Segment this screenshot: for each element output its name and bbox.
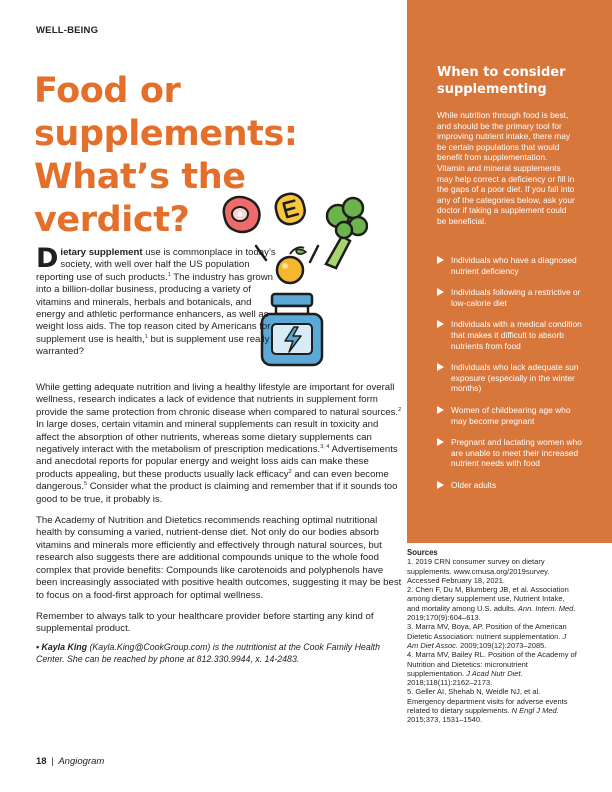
citation: 2 [398,406,402,413]
article-body [36,382,402,665]
list-item-text: Older adults [451,479,497,490]
source-entry [407,687,577,724]
source-entry: 1. 2019 CRN consumer survey on dietary supplements. www.crnusa.org/2019survey. Accessed February 18, 2021. [407,557,550,585]
list-item [437,319,587,351]
sources-section [407,548,577,725]
source-text: 2009;109(12):2073–2085. [457,640,547,650]
list-item-text: Individuals with a medical condition that makes it difficult to absorb nutrients from food [451,319,582,351]
list-item-text: Pregnant and lactating women who are unable to meet their increased nutrient needs with food [451,437,582,469]
source-text: 3. Marra MV, Boya, AP. Position of the American Dietetic Association: nutrient supplementation. [407,622,567,641]
source-text: 2015;373, 1531–1540. [407,715,483,725]
paragraph-text: Consider what the product is claiming and remember that if it sounds too good to be true, it probably is. [36,481,398,505]
orange-fruit-icon [277,247,306,283]
headline-line: verdict? [34,200,190,240]
sidebar-intro: While nutrition through food is best, and should be the primary tool for improving nutrient intake, there may be certain populations that would benefit from supplementation. Vitamin and mineral supplements may help correct a deficiency or fill in the gaps of a poor diet. If you fall into any of the categories below, ask your doctor if taking a supplement could be beneficial. [437,110,575,226]
lead-in: ietary supplement [60,247,143,258]
article-intro [36,243,276,359]
headline-line: What’s the [34,157,246,197]
paragraph-text: use is commonplace in today’s society, with well over half the US population reporting use of such products. [36,247,276,283]
journal-name: Ann. Intern. Med. [517,603,576,613]
list-item [437,480,587,491]
source-text: 2019;170(9):604–613. [407,613,481,623]
triangle-bullet-icon [437,320,444,328]
paragraph-text: but is supplement use really warranted? [36,333,270,358]
magazine-name: Angiogram [58,756,105,767]
author-bullet: • [36,641,40,652]
list-item-text: Individuals following a restrictive or low-calorie diet [451,287,581,308]
source-text: 2. Chen F, Du M, Blumberg JB, et al. Association among dietary supplement use, Nutrient Intake, and mortality among U.S. adults. [407,585,569,613]
list-item [437,287,587,308]
vitamin-e-capsule-icon [273,191,308,227]
paragraph-text: In large doses, certain vitamin and mineral supplements can result in toxicity and affect the absorption of other nutrients, whereas some dietary supplements can negatively interact with the metabolism of prescription medications. [36,419,379,456]
article-paragraph: The Academy of Nutrition and Dietetics recommends reaching optimal nutritional health by consuming a varied, nutrient-dense diet. Not only do our bodies absorb vitamins and minerals more efficiently and effectively through natural sources, but research also suggests there are additional compounds unique to the whole food complex that provide benefits: Compounds like carotenoids and polyphenols have been increasingly associated with positive health outcomes, suggesting it may be best to focus on a food-first approach for optimal wellness. [36,515,402,601]
article-paragraph [36,243,276,359]
journal-name: J Acad Nutr Diet. [466,668,523,678]
source-entry [407,650,577,687]
triangle-bullet-icon [437,288,444,296]
list-item [437,362,587,394]
triangle-bullet-icon [437,481,444,489]
section-label: WELL-BEING [36,25,99,36]
source-text: 5. Geller AI, Shehab N, Weidle NJ, et al. Emergency department visits for adverse events related to dietary supplements. [407,687,568,716]
citation: 3, 4 [320,443,330,450]
sidebar-panel [407,0,612,543]
broccoli-icon [326,198,367,268]
steak-icon [224,197,260,232]
source-text: 2018;118(11):2162–2173. [407,678,493,688]
journal-name: J Am Diet Assoc. [407,631,567,650]
list-item-text: Women of childbearing age who may become pregnant [451,404,571,426]
triangle-bullet-icon [437,363,444,371]
paragraph-text: The industry has grown into a billion-dollar business, producing a variety of vitamins and minerals, herbals and botanicals, and energy and athletic performance enhancers, as well as weight loss aids. The top reason cited by Americans for supplement use is health, [36,271,274,345]
list-item [437,255,587,276]
source-entry [407,622,577,650]
list-item-text: Individuals who lack adequate sun exposure (especially in the winter months) [451,362,579,394]
citation: 2 [288,468,292,475]
article-paragraph: Remember to always talk to your healthcare provider before starting any kind of supplemental product. [36,610,374,635]
list-item [437,405,587,426]
page-footer [36,756,104,767]
paragraph-text: While getting adequate nutrition and living a healthy lifestyle are important for overall wellness, research indicates a lack of evidence that nutrients in supplement form provide the same protection from chronic disease when compared to natural sources. [36,382,399,418]
sidebar-title: When to consider supplementing [437,65,566,97]
headline-line: Food or [34,71,181,111]
footer-separator: | [51,756,54,767]
triangle-bullet-icon [437,438,444,446]
source-entry [407,585,577,622]
paragraph-text: and can even become dangerous. [36,468,389,493]
citation: 5 [84,481,88,488]
paragraph-text: Advertisements and anecdotal reports for popular energy and weight loss aids can make these products appealing, but these products usually lack efficacy [36,444,398,480]
drop-cap: D [36,243,59,274]
page-number: 18 [36,756,47,767]
author-note [36,642,402,666]
author-details: (Kayla.King@CookGroup.com) is the nutritionist at the Cook Family Health Center. She can be reached by phone at 812.330.9944, x. 14-2483. [36,641,381,664]
citation: 1 [144,333,148,340]
journal-name: N Engl J Med. [511,706,559,716]
sources-heading: Sources [407,548,438,557]
list-item [437,437,587,469]
source-text: 4. Marra MV, Bailey RL. Position of the Academy of Nutrition and Dietetics: micronutrient supplementation. [407,650,577,678]
author-name: Kayla King [41,641,88,652]
list-item-text: Individuals who have a diagnosed nutrient deficiency [451,255,577,276]
article-paragraph [36,382,402,506]
sidebar-list [437,255,587,502]
headline-line: supplements: [34,114,298,154]
triangle-bullet-icon [437,406,444,414]
triangle-bullet-icon [437,256,444,264]
citation: 1 [167,271,171,278]
